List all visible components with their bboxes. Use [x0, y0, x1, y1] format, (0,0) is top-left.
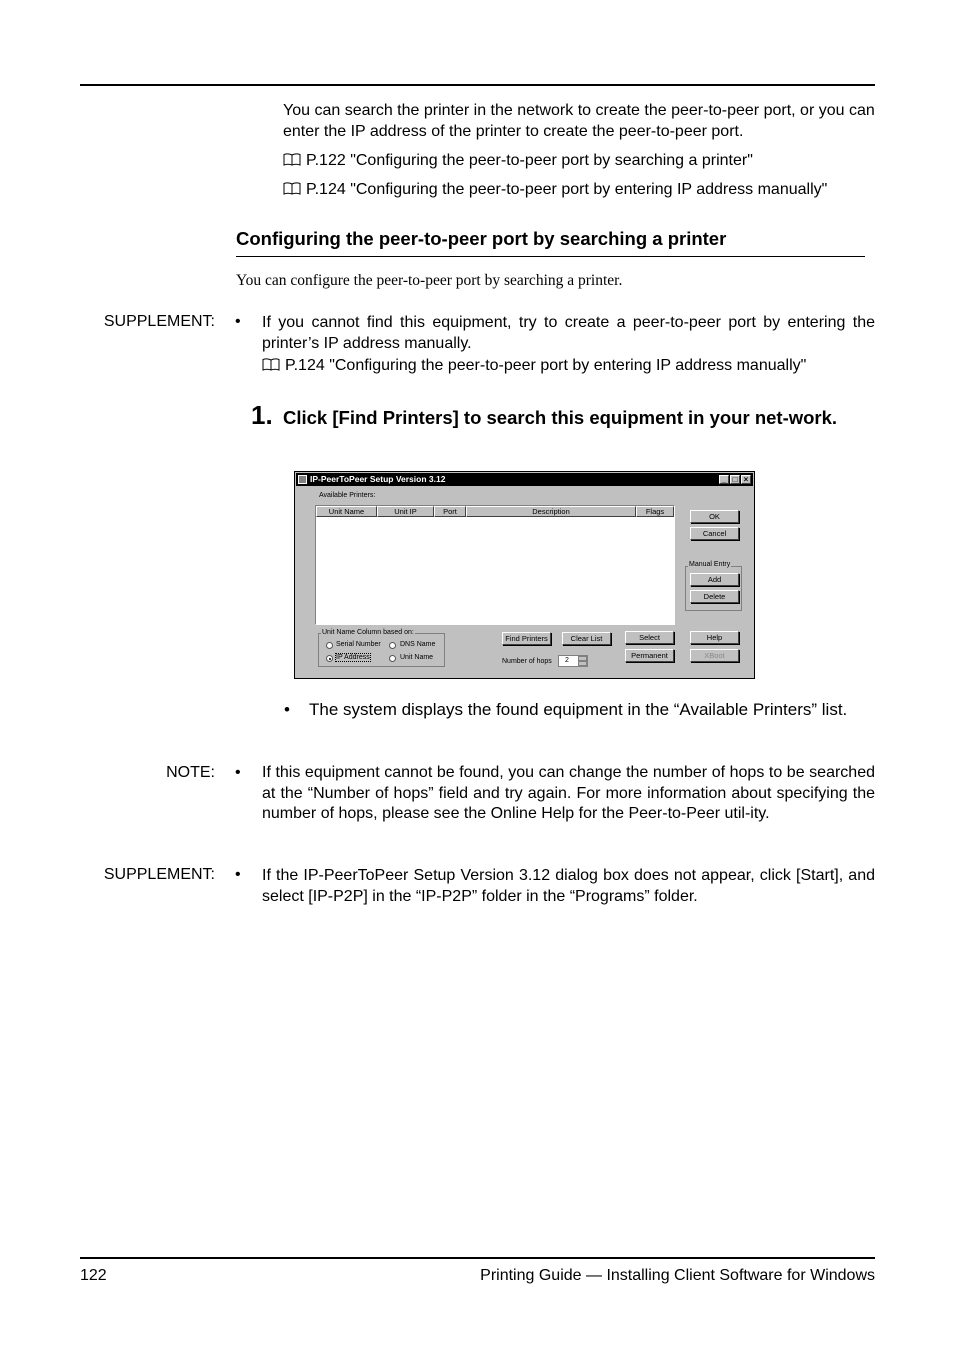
radio-unit-name[interactable]	[389, 655, 396, 662]
radio-dns-name[interactable]	[389, 642, 396, 649]
section-heading: Configuring the peer-to-peer port by searching a printer	[236, 228, 727, 249]
permanent-button[interactable]: Permanent	[625, 649, 674, 662]
intro-paragraph: You can search the printer in the network to create the peer-to-peer port, or you can enter the IP address of the printer to create the peer-to-peer port.	[283, 102, 875, 140]
add-button[interactable]: Add	[690, 573, 739, 586]
bullet: •	[235, 313, 241, 330]
section-heading-rule	[236, 256, 865, 257]
radio-unit-name-label: Unit Name	[400, 654, 434, 661]
supplement-ref[interactable]	[262, 355, 875, 376]
step-number: 1.	[251, 400, 273, 430]
maximize-icon[interactable]: □	[730, 475, 740, 484]
column-unit-name[interactable]: Unit Name	[316, 506, 377, 517]
dialog-titlebar[interactable]	[296, 473, 753, 486]
intro-ref-1[interactable]	[283, 150, 875, 171]
supplement-text: If you cannot find this equipment, try to create a peer-to-peer port by entering the printer’s IP address manually.	[262, 314, 875, 352]
help-button[interactable]: Help	[690, 631, 739, 644]
intro-ref-2[interactable]	[283, 179, 875, 200]
radio-serial-number-label: Serial Number	[336, 641, 381, 648]
unit-name-group-label: Unit Name Column based on:	[322, 629, 414, 636]
manual-entry-label: Manual Entry	[689, 561, 731, 568]
bullet: •	[235, 764, 241, 781]
bullet: •	[235, 866, 241, 883]
app-icon	[298, 475, 307, 484]
footer-title: Printing Guide — Installing Client Software for Windows	[480, 1267, 875, 1284]
intro-ref-1-text[interactable]: P.122 "Configuring the peer-to-peer port by searching a printer"	[306, 152, 753, 169]
setup-dialog	[294, 471, 755, 679]
result-text: The system displays the found equipment in the “Available Printers” list.	[309, 700, 848, 719]
book-icon	[283, 153, 301, 166]
hops-value: 2	[565, 657, 569, 664]
minimize-icon[interactable]: _	[719, 475, 729, 484]
footer-rule	[80, 1257, 875, 1259]
radio-serial-number[interactable]	[326, 642, 333, 649]
intro-ref-2-text[interactable]: P.124 "Configuring the peer-to-peer port by entering IP address manually"	[306, 181, 828, 198]
delete-button[interactable]: Delete	[690, 590, 739, 603]
section-lead: You can configure the peer-to-peer port by searching a printer.	[236, 272, 623, 289]
available-printers-list[interactable]	[315, 505, 675, 625]
step-text: Click [Find Printers] to search this equipment in your net-work.	[283, 407, 838, 428]
close-icon[interactable]: ×	[741, 475, 751, 484]
select-button[interactable]: Select	[625, 631, 674, 644]
cancel-button[interactable]: Cancel	[690, 527, 739, 540]
page-number: 122	[80, 1267, 107, 1284]
clear-list-button[interactable]: Clear List	[562, 632, 611, 645]
note-label: NOTE:	[166, 764, 215, 781]
bullet: •	[284, 700, 290, 719]
ok-button[interactable]: OK	[690, 510, 739, 523]
supplement-ref-text[interactable]: P.124 "Configuring the peer-to-peer port by entering IP address manually"	[285, 357, 807, 374]
unit-name-group	[318, 633, 445, 667]
supplement-text: If the IP-PeerToPeer Setup Version 3.12 dialog box does not appear, click [Start], and select [IP-P2P] in the “IP-P2P” folder in the “Programs” folder.	[262, 867, 875, 905]
radio-ip-address[interactable]	[326, 655, 333, 662]
note-text: If this equipment cannot be found, you can change the number of hops to be searched at the “Number of hops” field and try again. For more information about specifying the number of hops, please see the Online Help for the Peer-to-Peer util-ity.	[262, 764, 875, 822]
column-flags[interactable]: Flags	[636, 506, 674, 517]
radio-dns-name-label: DNS Name	[400, 641, 436, 648]
supplement-label: SUPPLEMENT:	[103, 866, 215, 883]
header-rule	[80, 84, 875, 86]
dialog-title: IP-PeerToPeer Setup Version 3.12	[310, 474, 446, 484]
book-icon	[262, 358, 280, 371]
book-icon	[283, 182, 301, 195]
spin-down-icon[interactable]	[578, 661, 587, 666]
supplement-label: SUPPLEMENT:	[103, 313, 215, 330]
available-printers-label: Available Printers:	[319, 492, 376, 499]
column-description[interactable]: Description	[466, 506, 636, 517]
hops-input[interactable]	[558, 655, 588, 667]
hops-label: Number of hops	[502, 658, 552, 665]
find-printers-button[interactable]: Find Printers	[502, 632, 551, 645]
xboot-button: XBoot	[690, 649, 739, 662]
column-port[interactable]: Port	[434, 506, 466, 517]
radio-ip-address-label: IP Address	[336, 654, 370, 661]
column-unit-ip[interactable]: Unit IP	[377, 506, 434, 517]
